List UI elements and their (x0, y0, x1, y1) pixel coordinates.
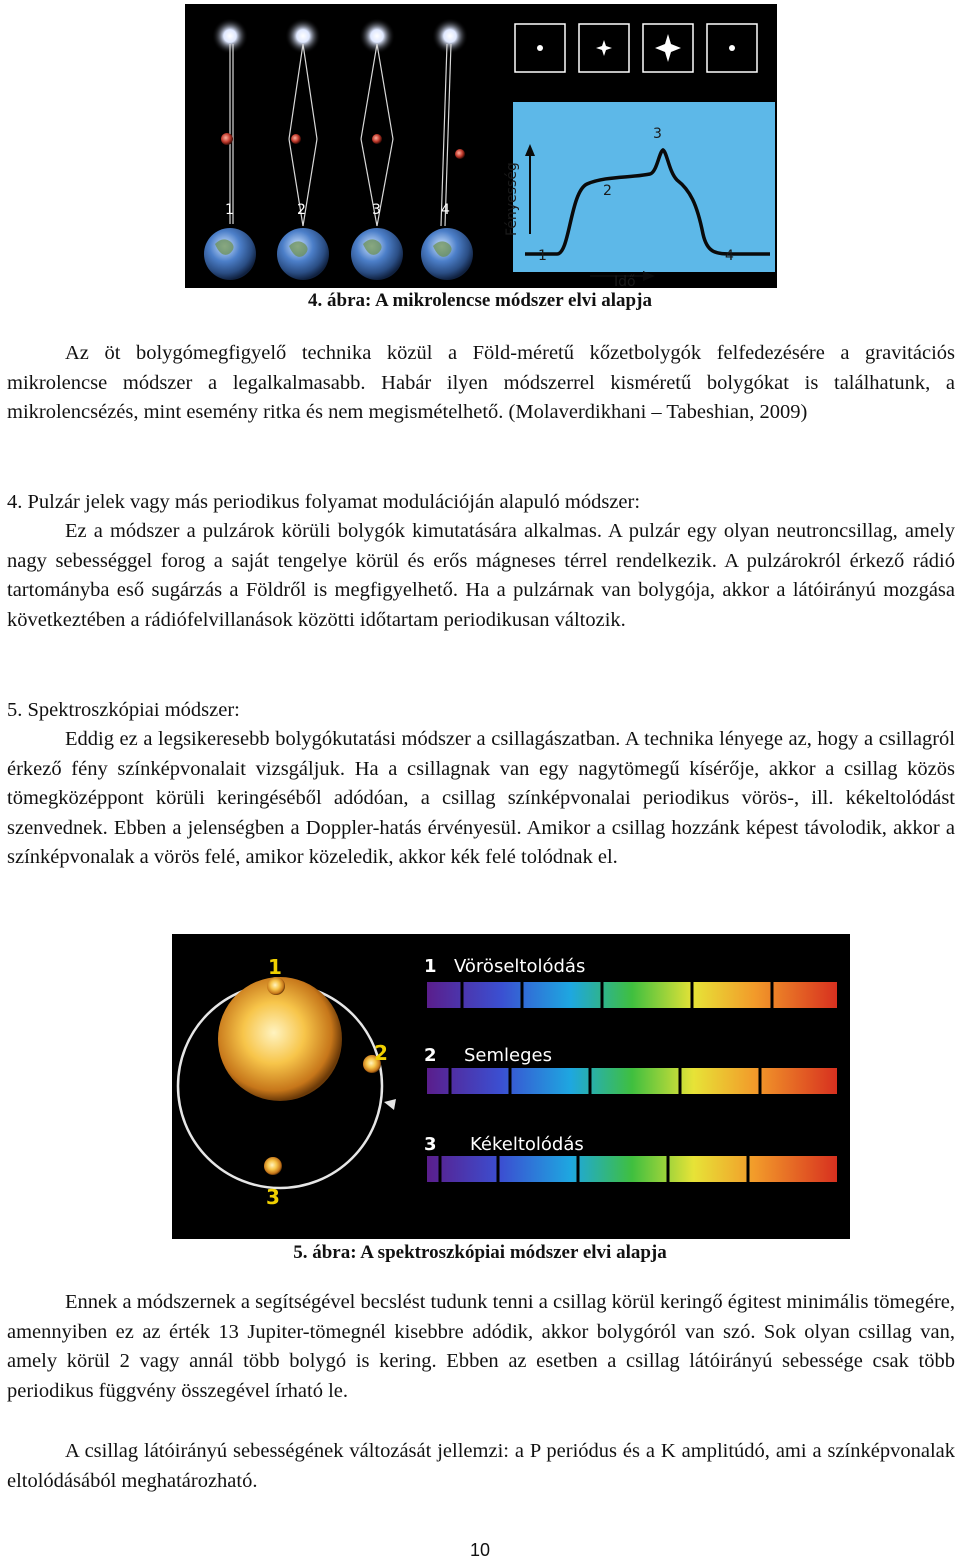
graph-marker: 2 (603, 183, 612, 199)
panel-1 (204, 18, 256, 280)
section5-heading: 5. Spektroszkópiai módszer: (7, 699, 240, 721)
spectroscopy-figure (172, 934, 850, 1239)
light-curve (513, 102, 775, 281)
section4-body: Ez a módszer a pulzárok körüli bolygók kimutatására alkalmas. A pulzár egy olyan neutroncsillag, amely nagy sebességgel forog a saját tengelye körül és erős mágneses térrel rendelkezik. A pulzárokról érkező rádió tartományba eső sugárzás a Földről is megfigyelhető. Ha a pulzárnak van bolygója, akkor a látóirányú mozgása következtében a rádiófelvillanások közötti időtartam periodikusan változik. (7, 520, 955, 631)
section5-body: Eddig ez a legsikeresebb bolygókutatási módszer a csillagászatban. A technika lényege az, hogy a csillagról érkező fény színképvonalait vizsgáljuk. Ha a csillagnak van egy nagytömegű kísérője, akkor a csillag közös tömegközéppont körüli keringéséből adódóan, a csillag színképvonalai periodikus vörös-, ill. kékeltolódást szenvednek. Ebben a jelenségben a Doppler-hatás érvényesül. Amikor a csillag hozzánk képest távolodik, akkor a színképvonalak a vörös felé, amikor közeledik, akkor kék felé tolódnak el. (7, 728, 955, 868)
brightness-boxes (515, 24, 757, 72)
panel-3 (351, 18, 403, 280)
graph-x-label: Idő (614, 274, 636, 288)
graph-marker: 1 (538, 248, 547, 264)
panel-number: 3 (372, 202, 381, 218)
orbit-number: 3 (266, 1185, 280, 1209)
orbit-number: 1 (268, 955, 282, 979)
paragraph-minimum-mass: Ennek a módszernek a segítségével becslést tudunk tenni a csillag körül keringő égitest minimális tömegére, amennyiben ez az érték 13 Jupiter-tömegnél kisebbre adódik, akkor bolygóról van szó. Sok olyan csillag van, amely körül 2 vagy annál több bolygó is kering. Ebben az esetben a csillag látóirányú sebessége csak több periodikus függvény összegével írható le. (7, 1291, 955, 1402)
spectrum-label: Kékeltolódás (470, 1134, 584, 1155)
spectrum-label: Semleges (464, 1045, 552, 1066)
orbit-diagram (178, 977, 396, 1188)
panel-2 (277, 18, 329, 280)
graph-y-label: Fényesség (504, 162, 520, 236)
graph-marker: 3 (653, 126, 662, 142)
paragraph-velocity: A csillag látóirányú sebességének változását jellemzi: a P periódus és a K amplitúdó, ami a színképvonalak eltolódásából meghatározható. (7, 1440, 955, 1492)
panel-number: 1 (225, 202, 234, 218)
spectrum-number: 2 (424, 1045, 437, 1066)
panel-number: 4 (441, 202, 450, 218)
figure5-caption: 5. ábra: A spektroszkópiai módszer elvi alapja (293, 1242, 667, 1263)
orbit-number: 2 (374, 1041, 388, 1065)
spectrum-number: 1 (424, 956, 437, 977)
section4-heading: 4. Pulzár jelek vagy más periodikus folyamat modulációján alapuló módszer: (7, 491, 641, 513)
spectrum-label: Vöröseltolódás (454, 956, 586, 977)
spectrum-number: 3 (424, 1134, 437, 1155)
panel-4 (421, 18, 473, 280)
microlensing-figure (185, 4, 777, 288)
figure4-caption: 4. ábra: A mikrolencse módszer elvi alapja (308, 290, 652, 311)
paragraph-microlensing: Az öt bolygómegfigyelő technika közül a Föld-méretű kőzetbolygók felfedezésére a gravitációs mikrolencse módszer a legalkalmasabb. Habár ilyen módszerrel kisméretű bolygókat is találhatunk, a mikrolencsézés, mint esemény ritka és nem megismételhető. (Molaverdikhani – Tabeshian, 2009) (7, 342, 955, 423)
page-number: 10 (469, 1540, 491, 1560)
panel-number: 2 (297, 202, 306, 218)
graph-marker: 4 (725, 248, 734, 264)
